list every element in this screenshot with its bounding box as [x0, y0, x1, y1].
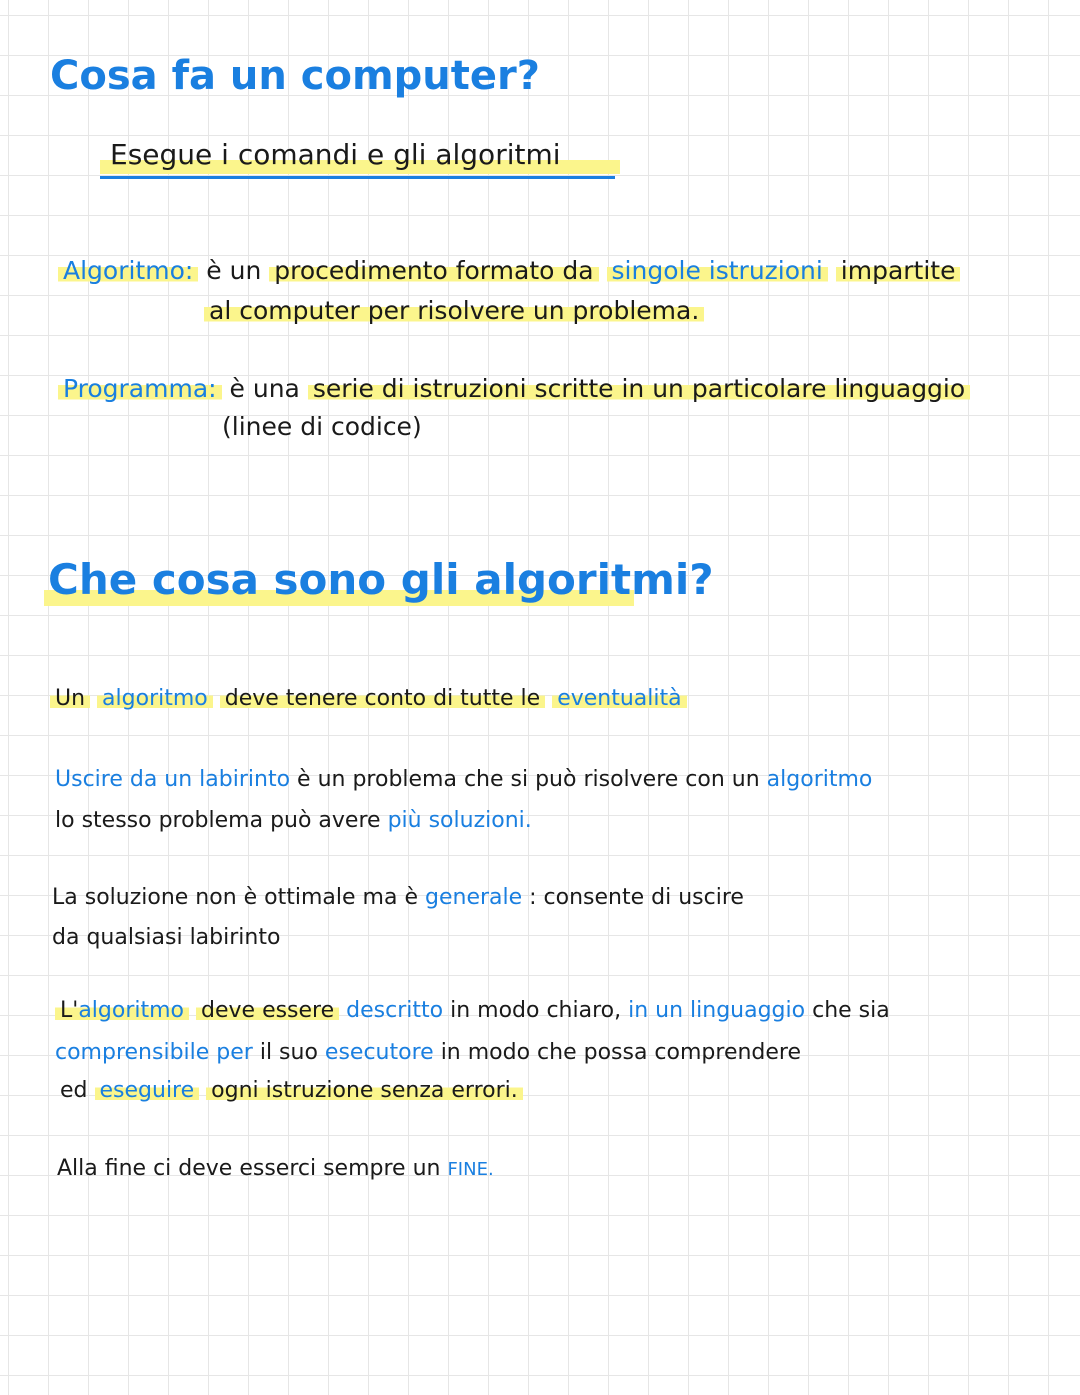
- term-algoritmo: Algoritmo:: [58, 256, 198, 285]
- heading-cosa-fa: Cosa fa un computer?: [50, 53, 540, 99]
- def-text: è una: [229, 374, 300, 403]
- para-text: in modo chiaro,: [450, 998, 622, 1023]
- para-text: L'algoritmo: [55, 998, 189, 1023]
- para-keyword: in un linguaggio: [628, 998, 806, 1023]
- paragraph-labirinto-line2: [55, 808, 532, 834]
- para-keyword: FINE.: [447, 1159, 494, 1180]
- para-keyword: algoritmo: [97, 686, 213, 711]
- para-keyword: eventualità: [552, 686, 686, 711]
- para-text: il suo: [259, 1040, 318, 1065]
- para-text: deve tenere conto di tutte le: [220, 686, 545, 711]
- para-keyword: esecutore: [324, 1040, 434, 1065]
- para-text: in modo che possa comprendere: [440, 1040, 802, 1065]
- para-text: lo stesso problema può avere: [55, 808, 381, 833]
- def-programma-line2: (linee di codice): [222, 412, 422, 441]
- def-text: è un: [206, 256, 262, 285]
- def-programma-line1: [58, 374, 970, 404]
- para-keyword: descritto: [346, 998, 444, 1023]
- paragraph-descritto-line3: [60, 1078, 523, 1104]
- def-text: al computer per risolvere un problema.: [204, 296, 704, 325]
- def-keyword: singole istruzioni: [607, 256, 828, 285]
- def-text: impartite: [836, 256, 961, 285]
- paragraph-soluzione-line2: da qualsiasi labirinto: [52, 925, 281, 950]
- paragraph-eventualita: [50, 686, 687, 712]
- para-keyword: comprensibile per: [55, 1040, 253, 1065]
- para-keyword: algoritmo: [78, 998, 185, 1023]
- answer-underline: [100, 176, 615, 179]
- para-keyword: algoritmo: [766, 767, 873, 792]
- para-text: : consente di uscire: [529, 885, 744, 910]
- para-text: Alla fine ci deve esserci sempre un: [57, 1156, 441, 1181]
- paragraph-descritto-line2: [55, 1040, 801, 1066]
- def-text: procedimento formato da: [269, 256, 598, 285]
- answer-text: Esegue i comandi e gli algoritmi: [110, 138, 561, 171]
- para-keyword: Uscire da un labirinto: [55, 767, 291, 792]
- para-keyword: eseguire: [95, 1078, 200, 1103]
- paragraph-fine: [57, 1156, 494, 1182]
- para-keyword: più soluzioni.: [387, 808, 532, 833]
- def-text: serie di istruzioni scritte in un particolare linguaggio: [308, 374, 970, 403]
- para-text: ed: [60, 1078, 88, 1103]
- para-text: è un problema che si può risolvere con un: [297, 767, 760, 792]
- para-text: La soluzione non è ottimale ma è: [52, 885, 418, 910]
- def-algoritmo-line1: [58, 256, 960, 286]
- para-keyword: generale: [425, 885, 523, 910]
- paragraph-labirinto-line1: [55, 767, 872, 793]
- heading-che-cosa: Che cosa sono gli algoritmi?: [48, 555, 714, 604]
- paragraph-descritto-line1: [55, 998, 890, 1024]
- para-text: deve essere: [196, 998, 339, 1023]
- term-programma: Programma:: [58, 374, 222, 403]
- para-text: che sia: [812, 998, 890, 1023]
- para-text: ogni istruzione senza errori.: [206, 1078, 523, 1103]
- def-algoritmo-line2: [204, 296, 704, 326]
- paragraph-soluzione-line1: [52, 885, 744, 911]
- para-text: Un: [50, 686, 90, 711]
